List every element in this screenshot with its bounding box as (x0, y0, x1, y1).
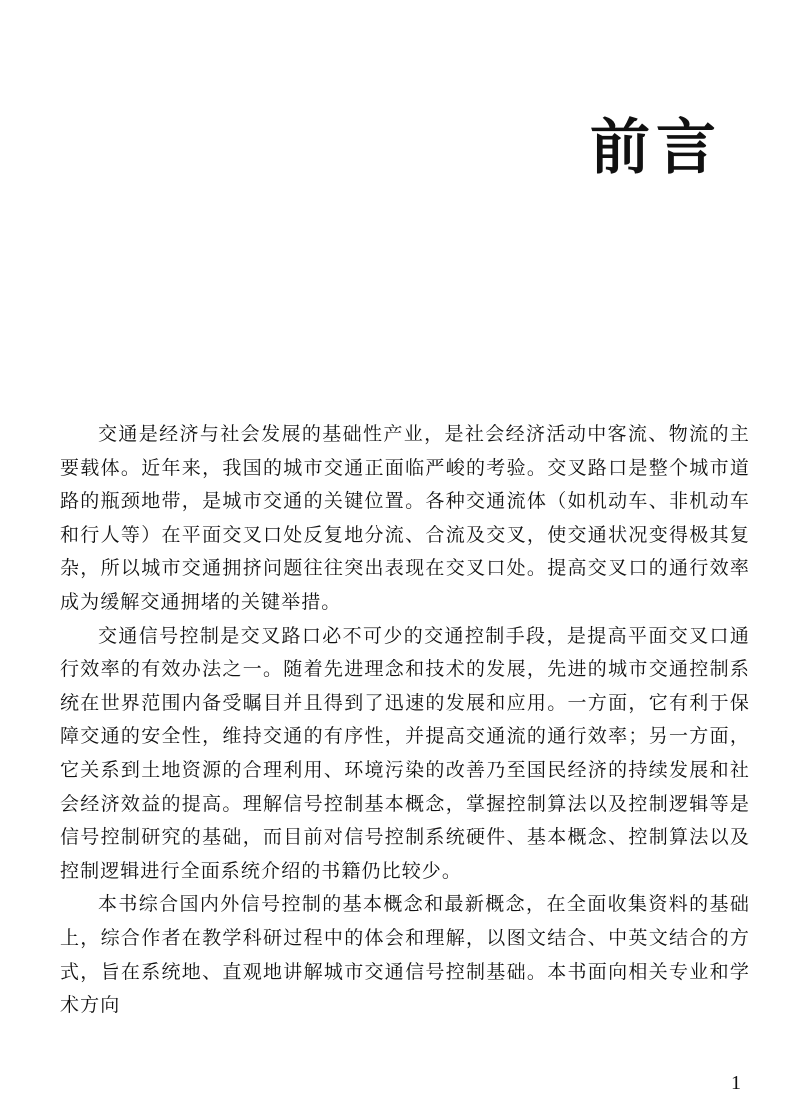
paragraph-3: 本书综合国内外信号控制的基本概念和最新概念，在全面收集资料的基础上，综合作者在教学科研过程中的体会和理解，以图文结合、中英文结合的方式，旨在系统地、直观地讲解城市交通信号控制基础。本书面向相关专业和学术方向 (60, 893, 750, 1017)
page-number: 1 (731, 1072, 741, 1094)
body-text (60, 418, 750, 1023)
page-title: 前言 (590, 113, 722, 183)
paragraph-1: 交通是经济与社会发展的基础性产业，是社会经济活动中客流、物流的主要载体。近年来，我国的城市交通正面临严峻的考验。交叉路口是整个城市道路的瓶颈地带，是城市交通的关键位置。各种交通流体（如机动车、非机动车和行人等）在平面交叉口处反复地分流、合流及交叉，使交通状况变得极其复杂，所以城市交通拥挤问题往往突出表现在交叉口处。提高交叉口的通行效率成为缓解交通拥堵的关键举措。 (60, 423, 750, 613)
paragraph-2: 交通信号控制是交叉路口必不可少的交通控制手段，是提高平面交叉口通行效率的有效办法之一。随着先进理念和技术的发展，先进的城市交通控制系统在世界范围内备受瞩目并且得到了迅速的发展和应用。一方面，它有利于保障交通的安全性，维持交通的有序性，并提高交通流的通行效率；另一方面，它关系到土地资源的合理利用、环境污染的改善乃至国民经济的持续发展和社会经济效益的提高。理解信号控制基本概念，掌握控制算法以及控制逻辑等是信号控制研究的基础，而目前对信号控制系统硬件、基本概念、控制算法以及控制逻辑进行全面系统介绍的书籍仍比较少。 (60, 624, 750, 882)
